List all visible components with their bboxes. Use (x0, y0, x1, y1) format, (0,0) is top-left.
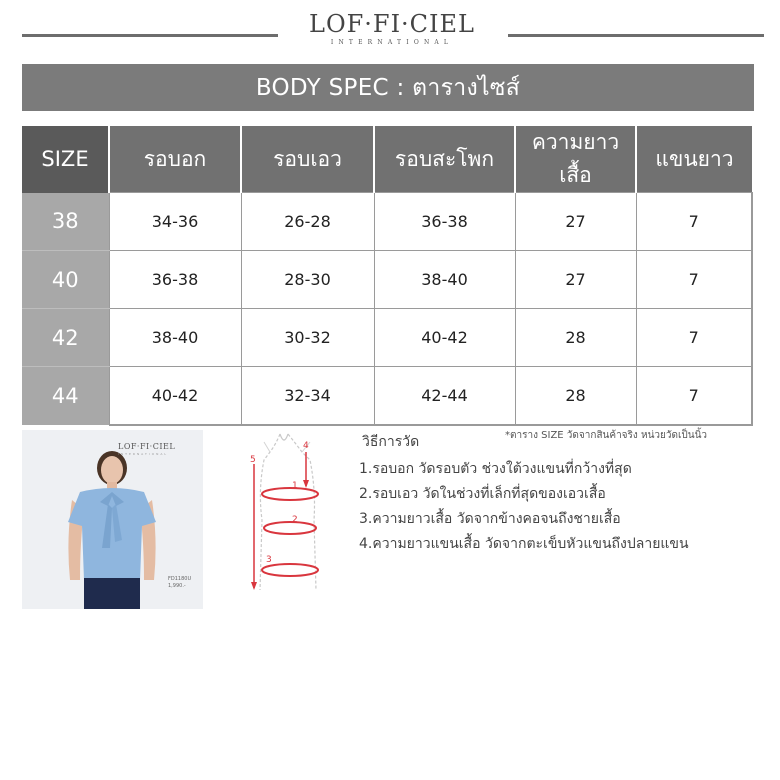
table-header-row (22, 126, 752, 193)
waist-cell: 28-30 (241, 251, 374, 309)
list-item: 1.รอบอก วัดรอบตัว ช่วงใต้วงแขนที่กว้างที่สุด (359, 461, 632, 477)
hip-cell: 36-38 (374, 193, 515, 251)
hip-cell: 40-42 (374, 309, 515, 367)
waist-cell: 30-32 (241, 309, 374, 367)
length-cell: 28 (515, 309, 636, 367)
brand-subtitle: INTERNATIONAL (330, 39, 454, 46)
hip-cell: 42-44 (374, 367, 515, 426)
measurement-note: *ตาราง SIZE วัดจากสินค้าจริง หน่วยวัดเป็นนิ้ว (505, 430, 708, 441)
sleeve-cell: 7 (636, 309, 752, 367)
table-row (22, 251, 752, 309)
measurement-diagram (240, 430, 340, 600)
divider-left (22, 34, 278, 37)
table-row (22, 193, 752, 251)
diagram-label: 2 (292, 515, 298, 525)
list-item: 3.ความยาวเสื้อ วัดจากข้างคอจนถึงชายเสื้อ (359, 511, 621, 527)
header-waist: รอบเอว (241, 126, 374, 193)
howto-title: วิธีการวัด (362, 434, 420, 450)
diagram-label: 1 (292, 481, 298, 491)
photo-logo-subtitle: INTERNATIONAL (118, 452, 169, 456)
diagram-label: 4 (303, 441, 309, 451)
howto-steps (359, 457, 689, 557)
chest-cell: 36-38 (109, 251, 241, 309)
header-hip: รอบสะโพก (374, 126, 515, 193)
photo-logo: LOF·FI·CIEL (118, 442, 176, 451)
product-photo (22, 430, 203, 609)
product-code: FD1180U (168, 576, 192, 582)
chest-cell: 40-42 (109, 367, 241, 426)
diagram-label: 3 (266, 555, 272, 565)
length-cell: 28 (515, 367, 636, 426)
sleeve-cell: 7 (636, 367, 752, 426)
size-table (22, 126, 753, 426)
hip-cell: 38-40 (374, 251, 515, 309)
table-row (22, 309, 752, 367)
size-cell: 40 (22, 251, 109, 309)
waist-cell: 26-28 (241, 193, 374, 251)
chest-cell: 38-40 (109, 309, 241, 367)
size-cell: 44 (22, 367, 109, 426)
divider-right (508, 34, 764, 37)
product-price: 1,990.- (168, 583, 186, 589)
sleeve-cell: 7 (636, 251, 752, 309)
product-tag (168, 576, 191, 590)
header-size: SIZE (22, 126, 109, 193)
size-cell: 38 (22, 193, 109, 251)
header-chest: รอบอก (109, 126, 241, 193)
sleeve-cell: 7 (636, 193, 752, 251)
waist-cell: 32-34 (241, 367, 374, 426)
list-item: 2.รอบเอว วัดในช่วงที่เล็กที่สุดของเอวเสื้อ (359, 486, 606, 502)
brand-logo (280, 10, 504, 46)
chest-cell: 34-36 (109, 193, 241, 251)
brand-header (0, 0, 780, 60)
page-title: BODY SPEC : ตารางไซส์ (22, 64, 754, 111)
length-cell: 27 (515, 251, 636, 309)
length-cell: 27 (515, 193, 636, 251)
size-cell: 42 (22, 309, 109, 367)
diagram-label: 5 (250, 455, 256, 465)
brand-name: LOF·FI·CIEL (309, 10, 475, 38)
header-sleeve: แขนยาว (636, 126, 752, 193)
header-length: ความยาวเสื้อ (515, 126, 636, 193)
table-row (22, 367, 752, 426)
garment-outline-icon (240, 430, 340, 600)
list-item: 4.ความยาวแขนเสื้อ วัดจากตะเข็บหัวแขนถึงปลายแขน (359, 536, 689, 552)
